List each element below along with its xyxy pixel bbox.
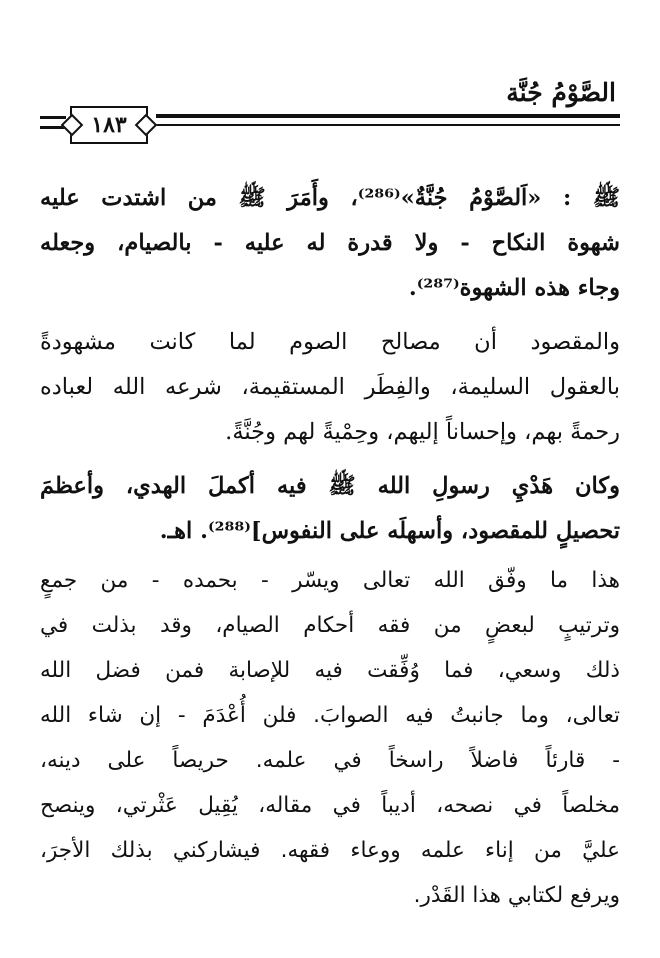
text-line: عليَّ من إناء علمه ووعاء فقهه. فيشاركني بذلك الأجرَ، bbox=[40, 838, 620, 863]
text-line: وكان هَدْيِ رسولِ الله ﷺ فيه أكملَ الهدي، وأعظمَ bbox=[40, 473, 620, 499]
text-line: شهوة النكاح - ولا قدرة له عليه - بالصيام، وجعله bbox=[40, 230, 620, 256]
header-rule-top bbox=[156, 114, 620, 118]
text-line: والمقصود أن مصالح الصوم لما كانت مشهودةً bbox=[40, 329, 620, 355]
text-line: مخلصاً في نصحه، أديباً في مقاله، يُقِيل عَثْرتي، وينصح bbox=[40, 793, 620, 818]
text-line: - قارئاً فاضلاً راسخاً في علمه. حريصاً على دينه، bbox=[40, 748, 620, 773]
text-line: وترتيبٍ لبعضٍ من فقه أحكام الصيام، وقد بذلت في bbox=[40, 613, 620, 638]
paragraph-4 bbox=[40, 558, 620, 918]
text-line: ذلك وسعي، فما وُفِّقت فيه للإصابة فمن فضل الله bbox=[40, 658, 620, 683]
page-number: ١٨٣ bbox=[70, 106, 148, 144]
text-line: ﷺ : «اَلصَّوْمُ جُنَّةٌ»⁽²⁸⁶⁾، وأَمَرَ ﷺ من اشتدت عليه bbox=[40, 185, 621, 211]
text-line: ويرفع لكتابي هذا القَدْر. bbox=[413, 883, 620, 908]
text-line: وجاء هذه الشهوة⁽²⁸⁷⁾. bbox=[408, 275, 620, 301]
paragraph-1 bbox=[40, 176, 620, 311]
running-title: الصَّوْمُ جُنَّة bbox=[506, 78, 616, 107]
header-rule-left-top bbox=[40, 116, 66, 119]
paragraph-3 bbox=[40, 464, 620, 554]
text-line: رحمةً بهم، وإحساناً إليهم، وحِمْيةً لهم وجُنَّةً. bbox=[225, 419, 620, 445]
text-line: هذا ما وفّق الله تعالى ويسّر - بحمده - من جمعٍ bbox=[40, 568, 620, 593]
text-line: بالعقول السليمة، والفِطَر المستقيمة، شرعه الله لعباده bbox=[40, 374, 620, 400]
paragraph-2 bbox=[40, 320, 620, 455]
text-line: تحصيلٍ للمقصود، وأسهلَه على النفوس]⁽²⁸⁸⁾. اهـ. bbox=[159, 518, 620, 544]
text-line: تعالى، وما جانبتُ فيه الصوابَ. فلن أُعْدَمَ - إن شاء الله bbox=[40, 703, 620, 728]
header-rule-bottom bbox=[156, 124, 620, 126]
